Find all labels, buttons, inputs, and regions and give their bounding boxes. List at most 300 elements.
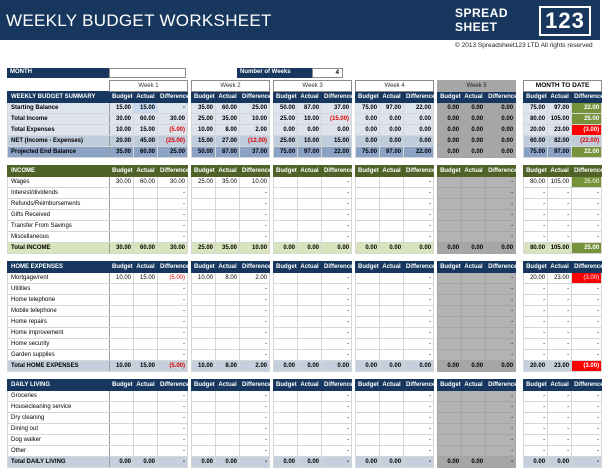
budget-week-4-cell[interactable] <box>356 328 380 339</box>
budget-week-4-cell[interactable] <box>356 221 380 232</box>
actual-week-5-cell[interactable] <box>462 446 486 457</box>
actual-week-4-cell[interactable] <box>380 306 404 317</box>
actual-week-5-cell[interactable] <box>462 317 486 328</box>
budget-week-5-cell[interactable] <box>438 435 462 446</box>
budget-week-3-cell[interactable] <box>274 391 298 402</box>
actual-week-4-cell: 0.00 <box>380 457 404 468</box>
budget-week-2-cell[interactable]: 10.00 <box>192 273 216 284</box>
line-item-row <box>8 199 602 210</box>
column-gap <box>516 317 524 328</box>
budget-week-2-cell: 10.00 <box>192 361 216 372</box>
budget-week-3-cell[interactable] <box>274 232 298 243</box>
budget-week-5-cell[interactable] <box>438 424 462 435</box>
actual-week-2-cell[interactable] <box>216 350 240 361</box>
actual-week-3-cell[interactable] <box>298 273 322 284</box>
mtd-difference-cell: - <box>572 391 602 402</box>
mtd-budget-cell: 20.00 <box>524 273 548 284</box>
mtd-actual-cell: 97.00 <box>548 103 572 114</box>
actual-week-3-cell[interactable] <box>298 284 322 295</box>
budget-week-3-cell[interactable] <box>274 413 298 424</box>
budget-week-3-cell[interactable] <box>274 284 298 295</box>
budget-week-2-cell[interactable] <box>192 317 216 328</box>
line-item-row <box>8 273 602 284</box>
actual-week-4-cell[interactable] <box>380 435 404 446</box>
row-label: Groceries <box>8 391 110 402</box>
budget-week-4-cell[interactable] <box>356 199 380 210</box>
budget-week-5-cell[interactable] <box>438 350 462 361</box>
column-header-budget: Budget <box>110 166 134 177</box>
column-header-difference: Difference <box>158 92 188 103</box>
budget-week-1-cell[interactable] <box>110 339 134 350</box>
budget-week-1-cell[interactable] <box>110 424 134 435</box>
budget-week-1-cell[interactable] <box>110 210 134 221</box>
actual-week-2-cell[interactable] <box>216 402 240 413</box>
budget-week-1-cell[interactable]: 30.00 <box>110 177 134 188</box>
actual-week-3-cell[interactable] <box>298 306 322 317</box>
budget-week-1-cell[interactable] <box>110 306 134 317</box>
actual-week-1-cell[interactable] <box>134 402 158 413</box>
budget-week-2-cell[interactable] <box>192 446 216 457</box>
actual-week-2-cell[interactable] <box>216 295 240 306</box>
actual-week-1-cell[interactable] <box>134 446 158 457</box>
difference-week-3-cell: - <box>322 284 352 295</box>
week-5-header: Week 5 <box>438 81 516 92</box>
actual-week-2-cell[interactable] <box>216 413 240 424</box>
difference-week-2-cell: (12.00) <box>240 136 270 147</box>
actual-week-2-cell[interactable] <box>216 210 240 221</box>
difference-week-5-cell: - <box>486 273 516 284</box>
difference-week-3-cell: (15.00) <box>322 114 352 125</box>
budget-week-5-cell[interactable] <box>438 273 462 284</box>
section-header-row <box>8 380 602 391</box>
mtd-actual-cell: - <box>548 424 572 435</box>
actual-week-4-cell[interactable] <box>380 339 404 350</box>
budget-week-1-cell[interactable] <box>110 350 134 361</box>
line-item-row <box>8 413 602 424</box>
budget-week-2-cell[interactable] <box>192 306 216 317</box>
actual-week-1-cell[interactable] <box>134 306 158 317</box>
column-header-difference: Difference <box>486 262 516 273</box>
actual-week-3-cell[interactable] <box>298 328 322 339</box>
actual-week-4-cell: 97.00 <box>380 147 404 158</box>
column-header-actual: Actual <box>134 166 158 177</box>
actual-week-1-cell[interactable]: 60.00 <box>134 177 158 188</box>
actual-week-1-cell[interactable] <box>134 210 158 221</box>
actual-week-2-cell[interactable] <box>216 199 240 210</box>
budget-week-4-cell[interactable] <box>356 317 380 328</box>
budget-week-1-cell[interactable] <box>110 199 134 210</box>
actual-week-5-cell: 0.00 <box>462 114 486 125</box>
budget-week-1-cell[interactable] <box>110 284 134 295</box>
actual-week-4-cell[interactable] <box>380 350 404 361</box>
actual-week-4-cell: 0.00 <box>380 125 404 136</box>
budget-week-2-cell[interactable] <box>192 199 216 210</box>
difference-week-5-cell: - <box>486 328 516 339</box>
actual-week-4-cell[interactable] <box>380 317 404 328</box>
budget-week-5-cell[interactable] <box>438 328 462 339</box>
mtd-difference-cell: - <box>572 284 602 295</box>
mtd-column-header-budget: Budget <box>524 262 548 273</box>
actual-week-4-cell[interactable] <box>380 295 404 306</box>
actual-week-1-cell[interactable] <box>134 221 158 232</box>
row-label: Total Expenses <box>8 125 110 136</box>
actual-week-3-cell[interactable] <box>298 199 322 210</box>
difference-week-2-cell: - <box>240 295 270 306</box>
column-header-actual: Actual <box>216 380 240 391</box>
actual-week-4-cell[interactable] <box>380 221 404 232</box>
difference-week-2-cell: - <box>240 284 270 295</box>
budget-week-3-cell[interactable] <box>274 446 298 457</box>
actual-week-5-cell[interactable] <box>462 328 486 339</box>
budget-week-5-cell[interactable] <box>438 317 462 328</box>
budget-week-1-cell[interactable] <box>110 413 134 424</box>
actual-week-5-cell[interactable] <box>462 435 486 446</box>
budget-week-1-cell[interactable] <box>110 317 134 328</box>
budget-week-5-cell[interactable] <box>438 188 462 199</box>
budget-week-1-cell[interactable] <box>110 188 134 199</box>
difference-week-1-cell: (25.00) <box>158 136 188 147</box>
column-header-actual: Actual <box>298 380 322 391</box>
budget-week-1-cell[interactable] <box>110 221 134 232</box>
budget-week-3-cell[interactable] <box>274 317 298 328</box>
actual-week-4-cell[interactable] <box>380 328 404 339</box>
actual-week-3-cell[interactable] <box>298 350 322 361</box>
budget-week-2-cell[interactable] <box>192 424 216 435</box>
budget-week-2-cell[interactable] <box>192 295 216 306</box>
actual-week-3-cell[interactable] <box>298 210 322 221</box>
actual-week-4-cell[interactable] <box>380 232 404 243</box>
column-header-budget: Budget <box>356 166 380 177</box>
actual-week-2-cell[interactable] <box>216 424 240 435</box>
budget-week-3-cell[interactable] <box>274 273 298 284</box>
mtd-actual-cell: 105.00 <box>548 243 572 254</box>
column-header-difference: Difference <box>322 262 352 273</box>
difference-week-2-cell: 10.00 <box>240 177 270 188</box>
row-label: Other <box>8 446 110 457</box>
difference-week-1-cell: - <box>158 221 188 232</box>
budget-week-2-cell[interactable]: 25.00 <box>192 177 216 188</box>
actual-week-2-cell[interactable] <box>216 339 240 350</box>
difference-week-2-cell: - <box>240 350 270 361</box>
column-gap <box>516 114 524 125</box>
budget-week-3-cell: 0.00 <box>274 457 298 468</box>
budget-week-3-cell: 50.00 <box>274 103 298 114</box>
budget-week-4-cell[interactable] <box>356 435 380 446</box>
column-header-difference: Difference <box>240 92 270 103</box>
budget-week-4-cell[interactable] <box>356 402 380 413</box>
budget-week-4-cell[interactable] <box>356 446 380 457</box>
budget-week-4-cell[interactable] <box>356 188 380 199</box>
budget-week-3-cell[interactable] <box>274 295 298 306</box>
month-input[interactable] <box>109 68 186 78</box>
difference-week-2-cell: - <box>240 391 270 402</box>
column-gap <box>516 188 524 199</box>
budget-week-3-cell[interactable] <box>274 199 298 210</box>
actual-week-5-cell: 0.00 <box>462 457 486 468</box>
actual-week-5-cell[interactable] <box>462 221 486 232</box>
budget-week-3-cell[interactable] <box>274 328 298 339</box>
actual-week-3-cell[interactable] <box>298 402 322 413</box>
actual-week-4-cell[interactable] <box>380 424 404 435</box>
row-label: Home security <box>8 339 110 350</box>
budget-week-1-cell[interactable] <box>110 391 134 402</box>
mtd-budget-cell: - <box>524 446 548 457</box>
actual-week-3-cell[interactable] <box>298 413 322 424</box>
mtd-budget-cell: - <box>524 295 548 306</box>
actual-week-3-cell[interactable] <box>298 177 322 188</box>
actual-week-3-cell[interactable] <box>298 221 322 232</box>
difference-week-5-cell: 0.00 <box>486 243 516 254</box>
budget-week-4-cell[interactable] <box>356 350 380 361</box>
difference-week-5-cell: 0.00 <box>486 125 516 136</box>
actual-week-1-cell[interactable] <box>134 339 158 350</box>
budget-week-4-cell[interactable] <box>356 306 380 317</box>
actual-week-5-cell[interactable] <box>462 295 486 306</box>
actual-week-5-cell[interactable] <box>462 402 486 413</box>
difference-week-5-cell: - <box>486 221 516 232</box>
difference-week-2-cell: - <box>240 446 270 457</box>
actual-week-2-cell[interactable] <box>216 188 240 199</box>
budget-week-1-cell[interactable] <box>110 402 134 413</box>
actual-week-3-cell[interactable] <box>298 339 322 350</box>
actual-week-1-cell[interactable] <box>134 199 158 210</box>
budget-week-1-cell[interactable] <box>110 328 134 339</box>
actual-week-2-cell[interactable] <box>216 317 240 328</box>
budget-week-3-cell[interactable] <box>274 210 298 221</box>
actual-week-4-cell[interactable] <box>380 273 404 284</box>
column-gap <box>516 306 524 317</box>
summary-row <box>8 147 602 158</box>
budget-week-2-cell[interactable] <box>192 328 216 339</box>
column-header-budget: Budget <box>110 92 134 103</box>
mtd-difference-cell: - <box>572 188 602 199</box>
actual-week-3-cell: 10.00 <box>298 114 322 125</box>
actual-week-1-cell: 60.00 <box>134 243 158 254</box>
actual-week-5-cell[interactable] <box>462 188 486 199</box>
actual-week-5-cell[interactable] <box>462 273 486 284</box>
mtd-budget-cell: 80.00 <box>524 114 548 125</box>
actual-week-4-cell[interactable] <box>380 284 404 295</box>
difference-week-4-cell: - <box>404 317 434 328</box>
actual-week-5-cell[interactable] <box>462 199 486 210</box>
budget-week-3-cell[interactable] <box>274 435 298 446</box>
budget-week-3-cell[interactable] <box>274 350 298 361</box>
actual-week-4-cell[interactable] <box>380 402 404 413</box>
budget-week-4-cell[interactable] <box>356 339 380 350</box>
actual-week-2-cell[interactable] <box>216 435 240 446</box>
budget-week-4-cell[interactable] <box>356 295 380 306</box>
actual-week-4-cell[interactable] <box>380 391 404 402</box>
budget-week-4-cell: 0.00 <box>356 125 380 136</box>
column-gap <box>516 243 524 254</box>
budget-week-2-cell[interactable] <box>192 402 216 413</box>
budget-week-5-cell[interactable] <box>438 210 462 221</box>
budget-week-1-cell[interactable] <box>110 232 134 243</box>
actual-week-2-cell[interactable] <box>216 284 240 295</box>
budget-week-4-cell[interactable] <box>356 177 380 188</box>
budget-week-1-cell[interactable] <box>110 446 134 457</box>
actual-week-1-cell[interactable] <box>134 424 158 435</box>
actual-week-2-cell[interactable]: 8.00 <box>216 273 240 284</box>
row-label: Mobile telephone <box>8 306 110 317</box>
actual-week-3-cell[interactable] <box>298 446 322 457</box>
budget-week-4-cell[interactable] <box>356 424 380 435</box>
difference-week-4-cell: - <box>404 199 434 210</box>
actual-week-1-cell[interactable] <box>134 232 158 243</box>
actual-week-3-cell[interactable] <box>298 424 322 435</box>
row-label: Home telephone <box>8 295 110 306</box>
actual-week-3-cell[interactable] <box>298 391 322 402</box>
actual-week-3-cell[interactable] <box>298 317 322 328</box>
actual-week-2-cell[interactable]: 35.00 <box>216 177 240 188</box>
budget-week-4-cell[interactable] <box>356 413 380 424</box>
summary-row <box>8 114 602 125</box>
column-header-difference: Difference <box>404 92 434 103</box>
actual-week-5-cell[interactable] <box>462 306 486 317</box>
mtd-budget-cell: 75.00 <box>524 103 548 114</box>
difference-week-5-cell: - <box>486 295 516 306</box>
budget-week-2-cell[interactable] <box>192 284 216 295</box>
actual-week-5-cell[interactable] <box>462 232 486 243</box>
budget-week-3-cell[interactable] <box>274 424 298 435</box>
header-bar <box>0 0 600 40</box>
budget-week-3-cell[interactable] <box>274 402 298 413</box>
budget-week-4-cell[interactable] <box>356 284 380 295</box>
budget-week-3-cell[interactable] <box>274 339 298 350</box>
actual-week-1-cell[interactable]: 15.00 <box>134 273 158 284</box>
budget-week-2-cell[interactable] <box>192 188 216 199</box>
budget-week-4-cell[interactable] <box>356 391 380 402</box>
actual-week-4-cell[interactable] <box>380 188 404 199</box>
actual-week-3-cell[interactable] <box>298 295 322 306</box>
actual-week-2-cell[interactable] <box>216 221 240 232</box>
actual-week-5-cell[interactable] <box>462 413 486 424</box>
mtd-column-header-budget: Budget <box>524 166 548 177</box>
mtd-budget-cell: - <box>524 424 548 435</box>
budget-week-2-cell[interactable] <box>192 413 216 424</box>
actual-week-1-cell[interactable] <box>134 295 158 306</box>
budget-week-2-cell[interactable] <box>192 339 216 350</box>
actual-week-5-cell[interactable] <box>462 350 486 361</box>
mtd-difference-cell: - <box>572 457 602 468</box>
budget-week-2-cell[interactable] <box>192 232 216 243</box>
budget-week-4-cell[interactable] <box>356 232 380 243</box>
actual-week-1-cell[interactable] <box>134 328 158 339</box>
actual-week-4-cell[interactable] <box>380 210 404 221</box>
actual-week-2-cell: 87.00 <box>216 147 240 158</box>
budget-week-1-cell[interactable] <box>110 295 134 306</box>
actual-week-1-cell[interactable] <box>134 284 158 295</box>
budget-week-5-cell[interactable] <box>438 232 462 243</box>
budget-week-5-cell[interactable] <box>438 391 462 402</box>
row-label: Miscellaneous <box>8 232 110 243</box>
budget-week-3-cell[interactable] <box>274 177 298 188</box>
budget-week-1-cell[interactable] <box>110 435 134 446</box>
actual-week-5-cell[interactable] <box>462 284 486 295</box>
actual-week-4-cell[interactable] <box>380 177 404 188</box>
budget-week-2-cell[interactable] <box>192 435 216 446</box>
difference-week-5-cell: - <box>486 446 516 457</box>
actual-week-1-cell[interactable] <box>134 188 158 199</box>
actual-week-5-cell[interactable] <box>462 210 486 221</box>
column-header-budget: Budget <box>192 166 216 177</box>
budget-week-5-cell[interactable] <box>438 177 462 188</box>
budget-week-5-cell[interactable] <box>438 413 462 424</box>
row-label: NET (Income - Expenses) <box>8 136 110 147</box>
mtd-difference-cell: - <box>572 424 602 435</box>
difference-week-5-cell: - <box>486 199 516 210</box>
budget-week-2-cell[interactable] <box>192 350 216 361</box>
budget-week-5-cell[interactable] <box>438 402 462 413</box>
budget-week-3-cell: 25.00 <box>274 136 298 147</box>
number-of-weeks-input[interactable]: 4 <box>312 68 343 78</box>
budget-week-5-cell[interactable] <box>438 284 462 295</box>
budget-week-3-cell[interactable] <box>274 188 298 199</box>
actual-week-3-cell: 0.00 <box>298 125 322 136</box>
actual-week-2-cell: 60.00 <box>216 103 240 114</box>
budget-week-5-cell[interactable] <box>438 446 462 457</box>
budget-week-2-cell[interactable] <box>192 210 216 221</box>
actual-week-5-cell[interactable] <box>462 424 486 435</box>
budget-week-1-cell[interactable]: 10.00 <box>110 273 134 284</box>
actual-week-1-cell[interactable] <box>134 391 158 402</box>
actual-week-2-cell[interactable] <box>216 391 240 402</box>
budget-week-4-cell[interactable] <box>356 273 380 284</box>
spacer <box>8 158 602 166</box>
actual-week-4-cell[interactable] <box>380 199 404 210</box>
difference-week-3-cell: - <box>322 391 352 402</box>
column-header-budget: Budget <box>274 262 298 273</box>
line-item-row <box>8 424 602 435</box>
mtd-actual-cell: - <box>548 435 572 446</box>
budget-week-5-cell: 0.00 <box>438 361 462 372</box>
budget-week-2-cell[interactable] <box>192 391 216 402</box>
budget-week-3-cell[interactable] <box>274 221 298 232</box>
actual-week-2-cell[interactable] <box>216 232 240 243</box>
actual-week-5-cell[interactable] <box>462 339 486 350</box>
budget-week-5-cell[interactable] <box>438 295 462 306</box>
actual-week-4-cell[interactable] <box>380 413 404 424</box>
difference-week-1-cell: 25.00 <box>158 147 188 158</box>
actual-week-2-cell: 0.00 <box>216 457 240 468</box>
budget-week-3-cell[interactable] <box>274 306 298 317</box>
actual-week-1-cell[interactable] <box>134 413 158 424</box>
actual-week-1-cell[interactable] <box>134 350 158 361</box>
budget-week-5-cell[interactable] <box>438 199 462 210</box>
actual-week-2-cell[interactable] <box>216 328 240 339</box>
actual-week-5-cell[interactable] <box>462 177 486 188</box>
budget-week-2-cell[interactable] <box>192 221 216 232</box>
budget-week-5-cell[interactable] <box>438 339 462 350</box>
column-header-budget: Budget <box>192 92 216 103</box>
budget-week-4-cell[interactable] <box>356 210 380 221</box>
actual-week-1-cell[interactable] <box>134 435 158 446</box>
mtd-actual-cell: 0.00 <box>548 457 572 468</box>
actual-week-2-cell[interactable] <box>216 306 240 317</box>
difference-week-5-cell: - <box>486 317 516 328</box>
actual-week-3-cell[interactable] <box>298 435 322 446</box>
budget-week-5-cell[interactable] <box>438 221 462 232</box>
column-header-actual: Actual <box>380 92 404 103</box>
actual-week-3-cell[interactable] <box>298 188 322 199</box>
actual-week-2-cell[interactable] <box>216 446 240 457</box>
actual-week-3-cell[interactable] <box>298 232 322 243</box>
difference-week-2-cell: - <box>240 317 270 328</box>
actual-week-1-cell[interactable] <box>134 317 158 328</box>
budget-week-5-cell[interactable] <box>438 306 462 317</box>
actual-week-4-cell[interactable] <box>380 446 404 457</box>
actual-week-5-cell[interactable] <box>462 391 486 402</box>
